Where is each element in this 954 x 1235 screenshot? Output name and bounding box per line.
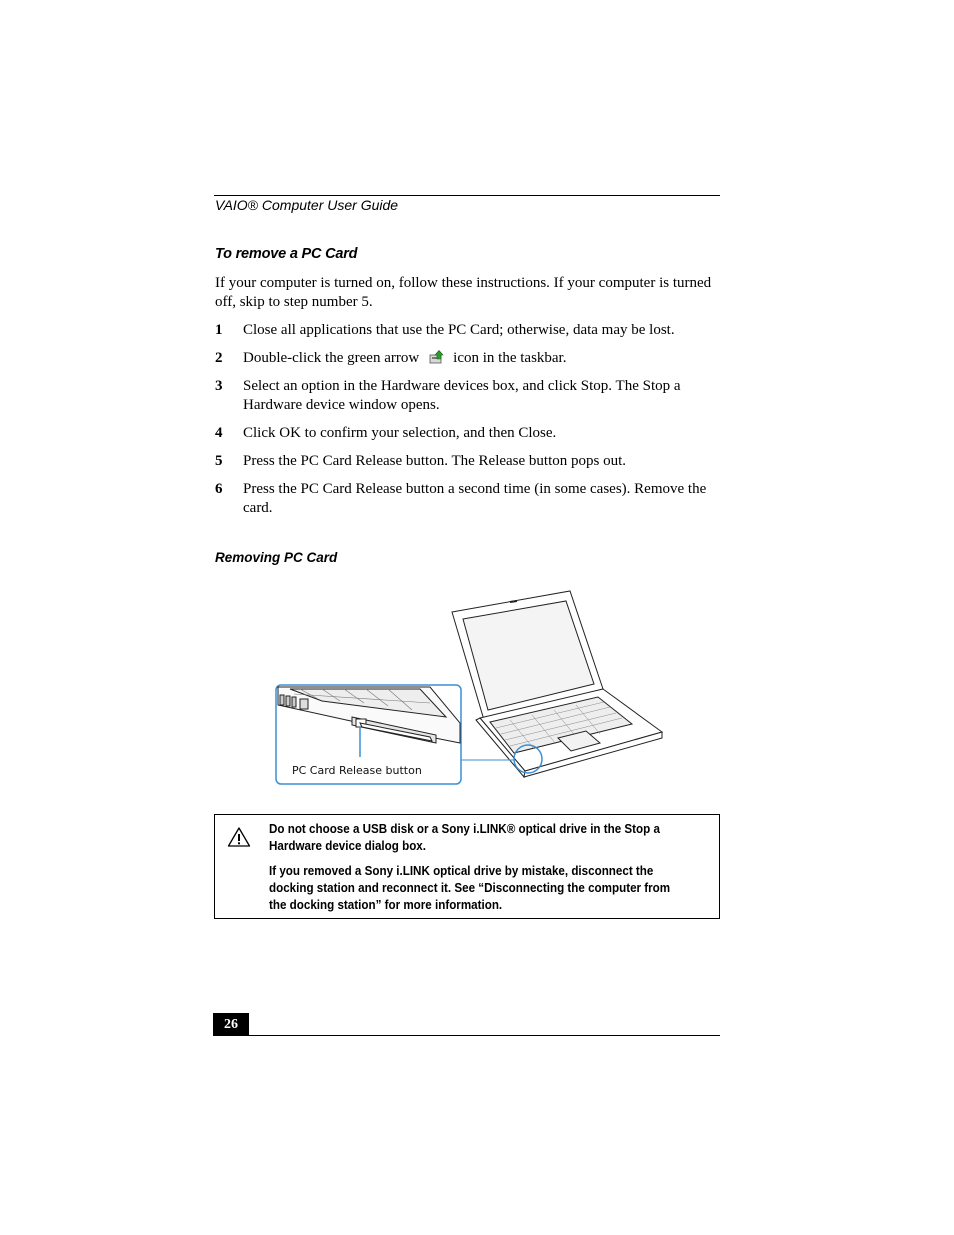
- step-number: 5: [215, 453, 223, 469]
- step-number: 1: [215, 322, 223, 338]
- step-number: 3: [215, 378, 223, 394]
- intro-paragraph: If your computer is turned on, follow these instructions. If your computer is turned off, skip to step number 5.: [215, 275, 712, 310]
- note-paragraph-1: Do not choose a USB disk or a Sony i.LINK® optical drive in the Stop a Hardware device dialog box.: [269, 822, 660, 853]
- green-arrow-taskbar-icon: [429, 349, 445, 365]
- footer-rule: [249, 1035, 720, 1036]
- step-3: [215, 377, 720, 415]
- running-title: VAIO® Computer User Guide: [215, 197, 399, 213]
- warning-triangle-icon: [227, 826, 251, 848]
- step-number: 4: [215, 425, 223, 441]
- step-1: [215, 321, 720, 340]
- step-5: [215, 452, 720, 471]
- step-text: Double-click the green arrow: [243, 350, 420, 366]
- step-number: 2: [215, 350, 223, 366]
- steps-list: [215, 321, 720, 527]
- step-text: Press the PC Card Release button a second time (in some cases). Remove the card.: [243, 481, 707, 516]
- laptop-illustration: [270, 585, 670, 790]
- step-text: Click OK to confirm your selection, and then Close.: [243, 425, 557, 441]
- step-2: [215, 349, 720, 368]
- section-title: To remove a PC Card: [215, 246, 358, 262]
- step-text: Press the PC Card Release button. The Release button pops out.: [243, 453, 627, 469]
- note-text: [269, 821, 684, 922]
- warning-note-box: [214, 814, 720, 919]
- callout-label: PC Card Release button: [292, 764, 422, 777]
- step-4: [215, 424, 720, 443]
- step-text-continued: icon in the taskbar.: [453, 350, 567, 366]
- note-paragraph-2: If you removed a Sony i.LINK optical drive by mistake, disconnect the docking station and reconnect it. See “Disconnecting the computer from the docking station” for more information.: [269, 864, 671, 912]
- page-number: 26: [213, 1013, 249, 1036]
- step-text: Select an option in the Hardware devices box, and click Stop. The Stop a Hardware device window opens.: [243, 378, 681, 413]
- step-number: 6: [215, 481, 223, 497]
- step-6: [215, 480, 720, 518]
- step-text: Close all applications that use the PC Card; otherwise, data may be lost.: [243, 322, 675, 338]
- figure-caption: Removing PC Card: [215, 550, 338, 565]
- header-rule: [214, 195, 720, 196]
